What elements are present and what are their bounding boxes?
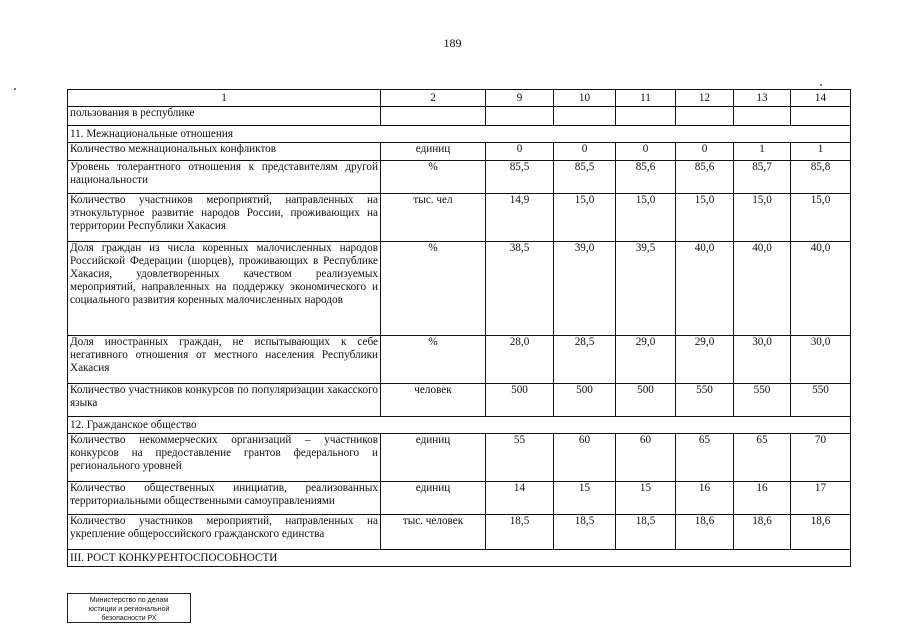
value-cell (734, 107, 791, 126)
value-cell: 500 (616, 384, 676, 417)
value-cell: 30,0 (791, 336, 851, 384)
value-cell (616, 107, 676, 126)
value-cell: 85,6 (676, 161, 734, 194)
unit-cell: тыс. человек (381, 515, 486, 550)
header-cell: 10 (554, 90, 616, 107)
value-cell: 29,0 (676, 336, 734, 384)
indicator-cell: Количество общественных инициатив, реализованных территориальными общественными самоуправлениями (68, 482, 381, 515)
header-cell: 9 (486, 90, 554, 107)
value-cell (554, 107, 616, 126)
value-cell: 15,0 (554, 194, 616, 242)
value-cell: 60 (554, 434, 616, 482)
value-cell: 15 (616, 482, 676, 515)
table-row (68, 482, 851, 515)
indicators-table (67, 89, 851, 567)
stamp-line: юстиции и региональной (88, 606, 170, 613)
value-cell: 39,0 (554, 242, 616, 336)
value-cell: 0 (676, 143, 734, 161)
value-cell: 18,5 (616, 515, 676, 550)
indicator-cell: Уровень толерантного отношения к представителям другой национальности (68, 161, 381, 194)
value-cell: 85,7 (734, 161, 791, 194)
value-cell (791, 107, 851, 126)
indicator-cell: Доля граждан из числа коренных малочисленных народов Российской Федерации (шорцев), проживающих в Республике Хакасия, удовлетворенных качеством реализуемых мероприятий, направленных на поддержку экономического и социального развития коренных малочисленных народов (68, 242, 381, 336)
value-cell: 16 (676, 482, 734, 515)
value-cell: 500 (486, 384, 554, 417)
header-cell: 11 (616, 90, 676, 107)
value-cell: 550 (734, 384, 791, 417)
table-row (68, 143, 851, 161)
section-title: 12. Гражданское общество (68, 417, 851, 434)
value-cell: 28,5 (554, 336, 616, 384)
value-cell: 550 (676, 384, 734, 417)
header-cell: 1 (68, 90, 381, 107)
stamp-line: безопасности РХ (101, 615, 157, 622)
value-cell: 60 (616, 434, 676, 482)
value-cell: 0 (616, 143, 676, 161)
stamp-line: Министерство по делам (89, 597, 169, 604)
value-cell: 14,9 (486, 194, 554, 242)
value-cell: 500 (554, 384, 616, 417)
value-cell: 0 (486, 143, 554, 161)
unit-cell: единиц (381, 143, 486, 161)
page-number: 189 (443, 36, 462, 50)
value-cell: 550 (791, 384, 851, 417)
table-row (68, 242, 851, 336)
value-cell: 29,0 (616, 336, 676, 384)
value-cell: 55 (486, 434, 554, 482)
value-cell: 18,5 (486, 515, 554, 550)
header-row (68, 90, 851, 107)
value-cell: 39,5 (616, 242, 676, 336)
value-cell: 15 (554, 482, 616, 515)
table-row (68, 434, 851, 482)
header-cell: 13 (734, 90, 791, 107)
unit-cell: единиц (381, 482, 486, 515)
value-cell (676, 107, 734, 126)
indicator-cell: Количество участников конкурсов по популяризации хакасского языка (68, 384, 381, 417)
indicator-cell: Количество участников мероприятий, направленных на этнокультурное развитие народов России, проживающих на территории Республики Хакасия (68, 194, 381, 242)
value-cell: 18,6 (791, 515, 851, 550)
value-cell: 16 (734, 482, 791, 515)
unit-cell: % (381, 242, 486, 336)
indicator-cell: Доля иностранных граждан, не испытывающих к себе негативного отношения от местного населения Республики Хакасия (68, 336, 381, 384)
header-cell: 12 (676, 90, 734, 107)
value-cell: 15,0 (676, 194, 734, 242)
unit-cell: % (381, 161, 486, 194)
value-cell: 15,0 (616, 194, 676, 242)
unit-cell: % (381, 336, 486, 384)
value-cell: 18,6 (676, 515, 734, 550)
value-cell: 1 (734, 143, 791, 161)
value-cell: 0 (554, 143, 616, 161)
value-cell: 38,5 (486, 242, 554, 336)
value-cell: 15,0 (791, 194, 851, 242)
value-cell: 28,0 (486, 336, 554, 384)
table-row (68, 336, 851, 384)
value-cell: 65 (676, 434, 734, 482)
header-cell: 14 (791, 90, 851, 107)
value-cell: 14 (486, 482, 554, 515)
value-cell: 40,0 (734, 242, 791, 336)
value-cell: 65 (734, 434, 791, 482)
value-cell: 40,0 (676, 242, 734, 336)
section-row (68, 126, 851, 143)
table-row (68, 107, 851, 126)
indicator-cell: Количество межнациональных конфликтов (68, 143, 381, 161)
unit-cell: единиц (381, 434, 486, 482)
table-row (68, 194, 851, 242)
ministry-stamp (67, 593, 191, 623)
section-title: III. РОСТ КОНКУРЕНТОСПОСОБНОСТИ (68, 550, 851, 567)
table-row (68, 161, 851, 194)
value-cell: 40,0 (791, 242, 851, 336)
value-cell: 1 (791, 143, 851, 161)
value-cell: 70 (791, 434, 851, 482)
value-cell: 85,6 (616, 161, 676, 194)
indicator-cell: Количество некоммерческих организаций – участников конкурсов на предоставление грантов федерального и регионального уровней (68, 434, 381, 482)
value-cell: 17 (791, 482, 851, 515)
value-cell: 85,5 (554, 161, 616, 194)
value-cell: 30,0 (734, 336, 791, 384)
scan-speck (14, 88, 16, 90)
indicator-cell: Количество участников мероприятий, направленных на укрепление общероссийского гражданского единства (68, 515, 381, 550)
value-cell: 85,8 (791, 161, 851, 194)
header-cell: 2 (381, 90, 486, 107)
table-row (68, 515, 851, 550)
section-title: 11. Межнациональные отношения (68, 126, 851, 143)
table-row (68, 384, 851, 417)
unit-cell: человек (381, 384, 486, 417)
scan-speck (820, 84, 822, 86)
value-cell: 15,0 (734, 194, 791, 242)
value-cell: 18,5 (554, 515, 616, 550)
value-cell: 85,5 (486, 161, 554, 194)
value-cell: 18,6 (734, 515, 791, 550)
section-row (68, 550, 851, 567)
unit-cell: тыс. чел (381, 194, 486, 242)
value-cell (486, 107, 554, 126)
section-row (68, 417, 851, 434)
unit-cell (381, 107, 486, 126)
indicator-cell: пользования в республике (68, 107, 381, 126)
